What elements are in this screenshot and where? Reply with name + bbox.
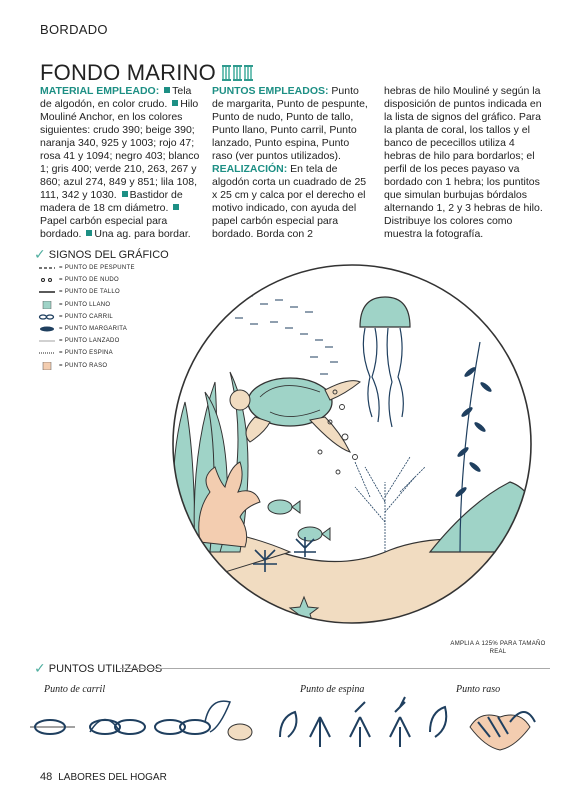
legend-item: = PUNTO LLANO: [38, 299, 135, 311]
teal-square-icon: [38, 301, 56, 309]
page-footer: [40, 771, 167, 783]
coral-icon: [199, 462, 260, 547]
legend-item: = PUNTO RASO: [38, 360, 135, 372]
rock-icon: [430, 482, 545, 552]
label-espina: Punto de espina: [300, 684, 365, 695]
legend-title-text: SIGNOS DEL GRÁFICO: [48, 248, 169, 261]
legend-item: = PUNTO DE PESPUNTE: [38, 262, 135, 274]
legend-item: = PUNTO DE TALLO: [38, 286, 135, 298]
materials-lead: MATERIAL EMPLEADO:: [40, 85, 160, 97]
check-icon: ✓: [34, 246, 46, 262]
title-row: [40, 60, 253, 86]
jellyfish-icon: [360, 297, 410, 427]
materials-carbon: Papel carbón especial para bordado.: [40, 215, 168, 240]
fishbone-icon: [38, 349, 56, 357]
finger-icon: [228, 724, 252, 740]
bullet-icon: [173, 204, 179, 210]
realization-lead: REALIZACIÓN:: [212, 163, 288, 175]
instructions-column: hebras de hilo Mouliné y según la disposición de puntos indicada en la lista de signos del gráfico. Para la planta de coral, los tallos y el banco de pececillos utiliza 4 hebras de hilo para bordarlos; el perfil de los peces payaso va bordado con 1 hebra; los puntitos que simulan burbujas bórdalos alternando 1, 2 y 3 hebras de hilo. Distribuye los colores como muestra la fotografía.: [384, 85, 543, 240]
stitches-used-title-text: PUNTOS UTILIZADOS: [48, 662, 163, 675]
magazine-name: LABORES DEL HOGAR: [58, 772, 167, 783]
clownfish-icon: [268, 500, 330, 541]
chain-stitch-diagram: [30, 701, 252, 740]
bullet-icon: [86, 230, 92, 236]
thin-line-icon: [38, 337, 56, 345]
turtle-icon: [230, 378, 360, 452]
stitches-text: Punto de margarita, Punto de pespunte, Punto de nudo, Punto de tallo, Punto llano, Punto carril, Punto lanzado, Punto espina, Punto raso (ver puntos utilizados).: [212, 85, 368, 162]
stitches-column: [212, 85, 372, 241]
page-number: 48: [40, 771, 53, 783]
legend-title: [34, 246, 169, 263]
label-carril: Punto de carril: [44, 684, 106, 695]
embroidery-pattern: [160, 252, 545, 637]
materials-needle: Una ag. para bordar.: [94, 228, 191, 240]
enlarge-note: AMPLIA A 125% PARA TAMAÑO REAL: [450, 641, 546, 655]
stitch-legend: [38, 262, 135, 372]
bullet-icon: [164, 87, 170, 93]
check-icon: ✓: [34, 660, 46, 676]
materials-hoop: Bastidor de madera de 18 cm diámetro.: [40, 189, 183, 214]
bullet-icon: [122, 191, 128, 197]
peach-square-icon: [38, 362, 56, 370]
stitch-diagrams: [30, 692, 560, 762]
legend-item: = PUNTO ESPINA: [38, 347, 135, 359]
section-tag: BORDADO: [40, 22, 108, 37]
dots-icon: [38, 276, 56, 284]
chain-icon: [38, 313, 56, 321]
dashed-line-icon: [38, 264, 56, 272]
fish-school-icon: [200, 294, 338, 374]
thread-spools-icon: [222, 65, 253, 81]
materials-column: [40, 85, 200, 241]
legend-item: = PUNTO DE NUDO: [38, 274, 135, 286]
solid-line-icon: [38, 288, 56, 296]
materials-fabric: Tela de algodón, en color crudo.: [40, 85, 192, 110]
materials-thread: Hilo Mouliné Anchor, en los colores siguientes: crudo 390; beige 390; naranja 340, 925 y 1003; rojo 47; rosa 41 y 1094; negro 403; blanco 1; gris 400; verde 210, 263, 267 y 860; azul 274, 849 y 851; lila 108, 111, 342 y 1030.: [40, 98, 200, 201]
bullet-icon: [172, 100, 178, 106]
label-raso: Punto raso: [456, 684, 501, 695]
fan-coral-icon: [355, 457, 425, 552]
realization-text: En tela de algodón corta un cuadrado de 25 x 25 cm y calca por el derecho el motivo indicado, con ayuda del papel carbón especial para bordado. Borda con 2: [212, 163, 367, 240]
divider: [120, 668, 550, 669]
page-title: FONDO MARINO: [40, 60, 216, 85]
legend-item: = PUNTO CARRIL: [38, 311, 135, 323]
legend-item: = PUNTO MARGARITA: [38, 323, 135, 335]
fishbone-stitch-diagram: [280, 697, 446, 747]
legend-item: = PUNTO LANZADO: [38, 335, 135, 347]
stitches-lead: PUNTOS EMPLEADOS:: [212, 85, 329, 97]
petal-icon: [38, 325, 56, 333]
satin-stitch-diagram: [470, 712, 535, 750]
